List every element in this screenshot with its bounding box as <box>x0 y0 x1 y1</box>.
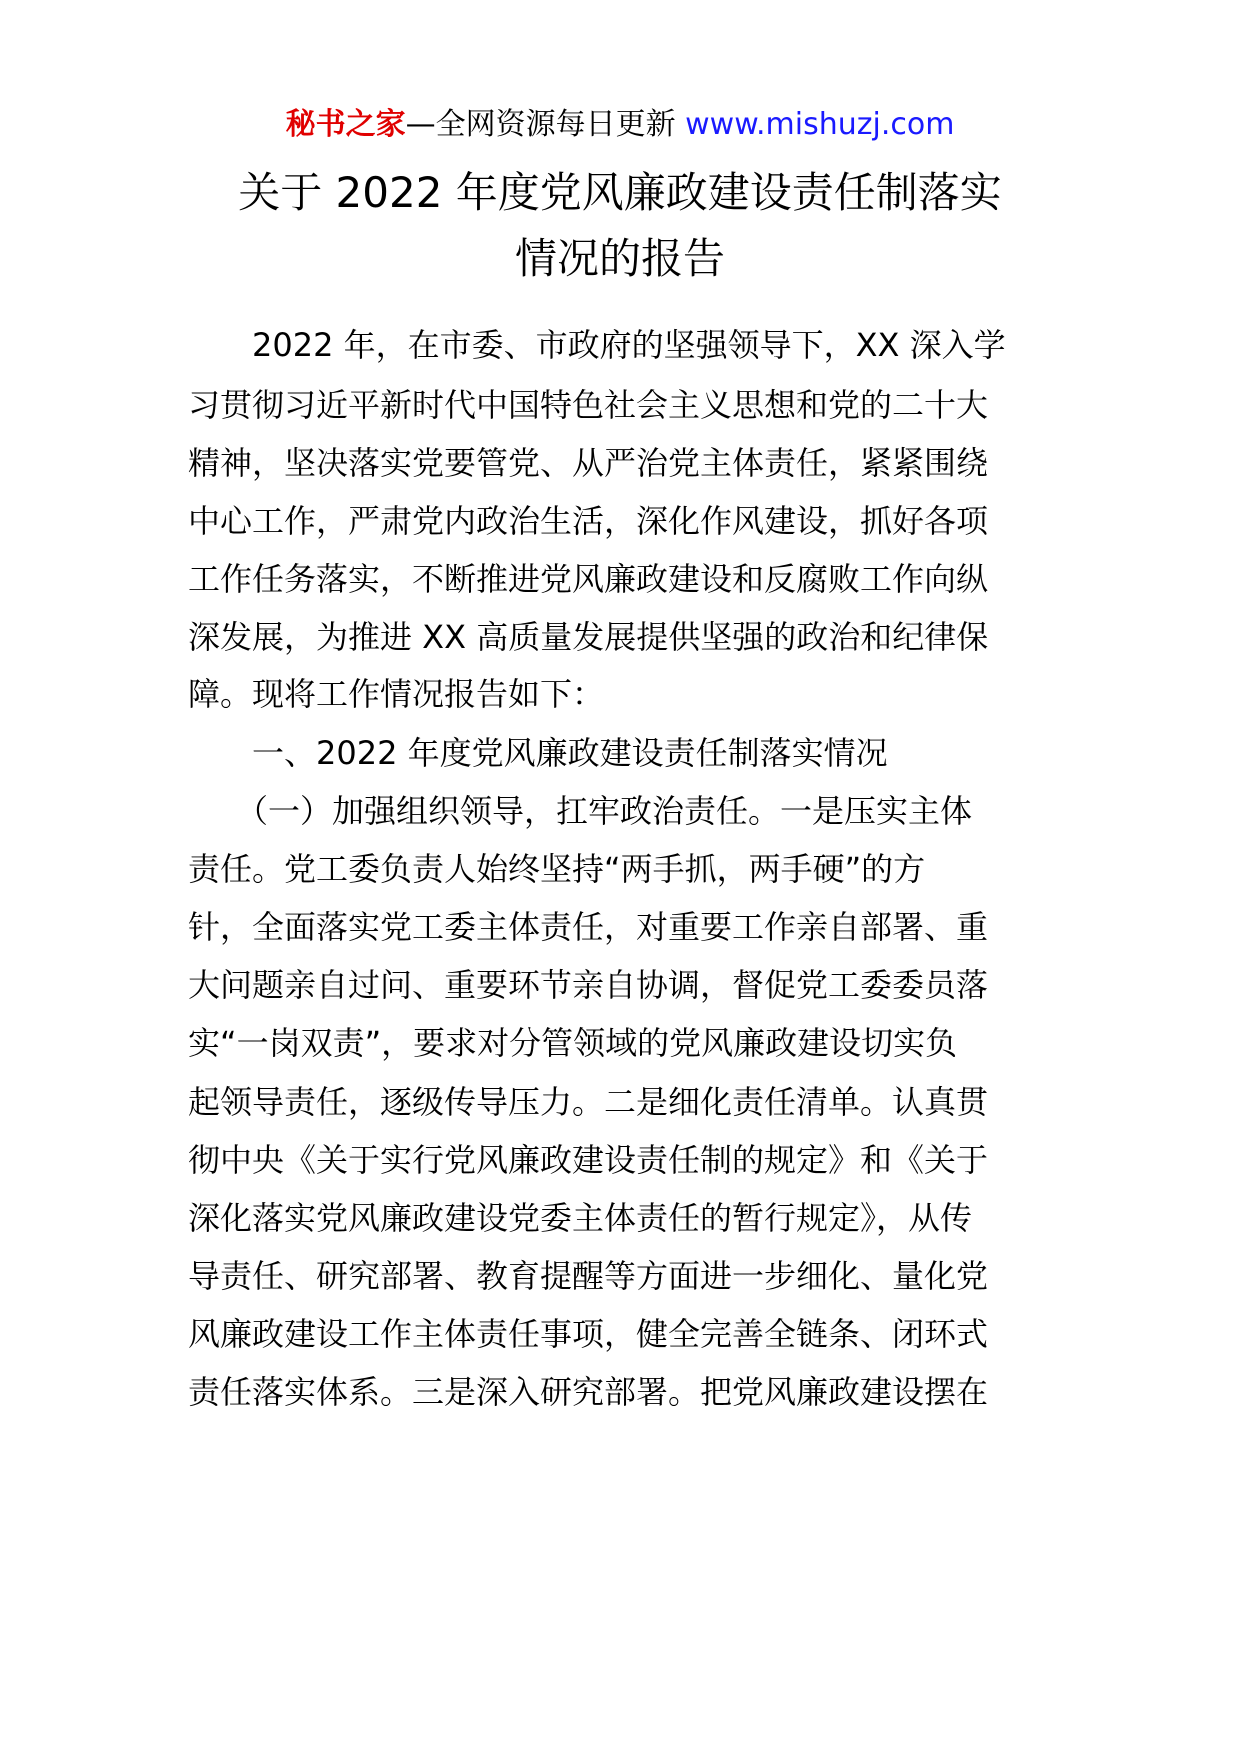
paragraph-line: 工作任务落实，不断推进党风廉政建设和反腐败工作向纵 <box>188 560 989 598</box>
site-brand: 秘书之家 <box>285 107 406 142</box>
paragraph-line: 导责任、研究部署、教育提醒等方面进一步细化、量化党 <box>188 1257 989 1295</box>
section-heading: 一、2022 年度党风廉政建设责任制落实情况 <box>188 734 888 772</box>
paragraph-line: 实“一岗双责”，要求对分管领域的党风廉政建设切实负 <box>188 1024 958 1062</box>
paragraph-line: 2022 年，在市委、市政府的坚强领导下，XX 深入学 <box>188 326 1006 364</box>
paragraph-line: 责任。党工委负责人始终坚持“两手抓，两手硬”的方 <box>188 850 926 888</box>
document-title-line-1: 关于 2022 年度党风廉政建设责任制落实 <box>238 168 1002 217</box>
site-url-link[interactable]: www.mishuzj.com <box>685 107 955 142</box>
paragraph-line: 深发展，为推进 XX 高质量发展提供坚强的政治和纪律保 <box>188 618 989 656</box>
paragraph-line: 中心工作，严肃党内政治生活，深化作风建设，抓好各项 <box>188 502 989 540</box>
paragraph-line: 责任落实体系。三是深入研究部署。把党风廉政建设摆在 <box>188 1373 989 1411</box>
paragraph-line: （一）加强组织领导，扛牢政治责任。一是压实主体 <box>188 792 973 830</box>
paragraph-line: 彻中央《关于实行党风廉政建设责任制的规定》和《关于 <box>188 1141 989 1179</box>
document-title-line-2: 情况的报告 <box>514 234 725 283</box>
site-header <box>0 103 1240 147</box>
paragraph-line: 针，全面落实党工委主体责任，对重要工作亲自部署、重 <box>188 908 989 946</box>
paragraph-line: 大问题亲自过问、重要环节亲自协调，督促党工委委员落 <box>188 966 989 1004</box>
paragraph-line: 深化落实党风廉政建设党委主体责任的暂行规定》，从传 <box>188 1199 973 1237</box>
paragraph-line: 障。现将工作情况报告如下： <box>188 675 605 713</box>
site-slogan: —全网资源每日更新 <box>405 107 686 142</box>
paragraph-line: 起领导责任，逐级传导压力。二是细化责任清单。认真贯 <box>188 1083 989 1121</box>
paragraph-line: 习贯彻习近平新时代中国特色社会主义思想和党的二十大 <box>188 386 989 424</box>
paragraph-line: 精神，坚决落实党要管党、从严治党主体责任，紧紧围绕 <box>188 444 989 482</box>
paragraph-line: 风廉政建设工作主体责任事项，健全完善全链条、闭环式 <box>188 1315 989 1353</box>
